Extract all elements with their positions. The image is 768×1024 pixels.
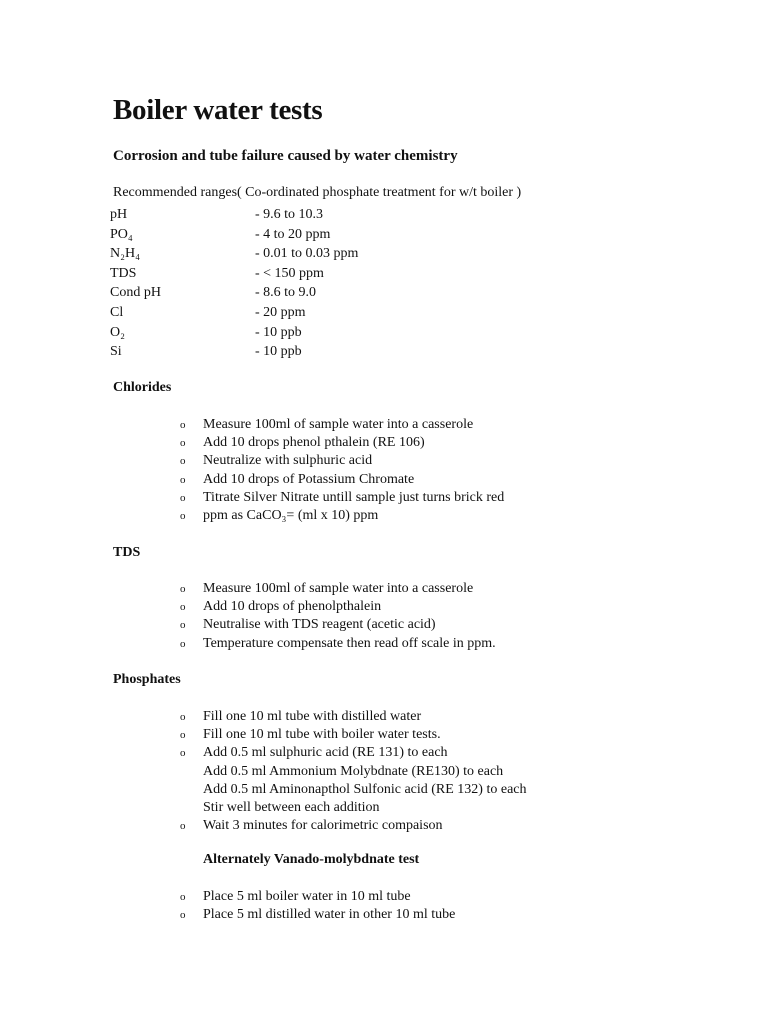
list-item-text: Place 5 ml distilled water in other 10 ml tube <box>203 907 456 923</box>
bullet-icon: o <box>180 419 186 431</box>
range-row <box>110 342 530 362</box>
list-item <box>180 888 620 906</box>
range-row <box>110 244 530 264</box>
bullet-icon: o <box>180 891 186 903</box>
range-parameter: N₂H₄ <box>110 246 140 262</box>
bullet-icon: o <box>180 909 186 922</box>
range-row <box>110 303 530 323</box>
list-item <box>180 598 620 616</box>
bullet-icon: o <box>180 729 186 742</box>
range-parameter: PO₄ <box>110 226 133 242</box>
bullet-icon: o <box>180 455 186 468</box>
range-value: - 4 to 20 ppm <box>255 226 331 242</box>
list-item-text: Neutralize with sulphuric acid <box>203 453 373 469</box>
list-item <box>180 580 620 598</box>
section-subtitle: Corrosion and tube failure caused by water chemistry <box>113 148 458 164</box>
phosphates-list <box>180 708 620 835</box>
range-value: - 10 ppb <box>255 344 302 360</box>
list-item <box>180 817 620 835</box>
range-row <box>110 225 530 245</box>
range-value: - 0.01 to 0.03 ppm <box>255 246 359 262</box>
list-item <box>180 434 620 452</box>
range-parameter: TDS <box>110 265 137 281</box>
tds-list <box>180 580 620 653</box>
list-item-text: ppm as CaCO₃= (ml x 10) ppm <box>203 508 379 524</box>
list-item <box>180 471 620 489</box>
list-item <box>180 416 620 434</box>
alternate-test-list <box>180 888 620 924</box>
list-item <box>180 726 620 744</box>
list-item <box>180 452 620 470</box>
chlorides-list <box>180 416 620 525</box>
list-item-continuation: Add 0.5 ml Ammonium Molybdnate (RE130) to each <box>203 763 504 779</box>
bullet-icon: o <box>180 491 186 504</box>
list-item-text: Titrate Silver Nitrate untill sample just turns brick red <box>203 489 505 505</box>
bullet-icon: o <box>180 820 186 833</box>
range-parameter: pH <box>110 207 128 222</box>
range-value: - 10 ppb <box>255 324 302 340</box>
list-item <box>180 744 620 817</box>
page-title: Boiler water tests <box>113 94 323 126</box>
alternate-test-heading: Alternately Vanado-molybdnate test <box>203 852 420 867</box>
range-row <box>110 323 530 343</box>
range-parameter: O₂ <box>110 324 125 340</box>
bullet-icon: o <box>180 583 186 595</box>
list-item-continuation: Add 0.5 ml Aminonapthol Sulfonic acid (RE 132) to each <box>203 781 527 797</box>
range-parameter: Cl <box>110 304 124 320</box>
bullet-icon: o <box>180 619 186 632</box>
list-item <box>180 708 620 726</box>
list-item-text: Temperature compensate then read off scale in ppm. <box>203 635 496 651</box>
chlorides-heading: Chlorides <box>113 380 172 395</box>
range-value: - < 150 ppm <box>255 265 324 281</box>
bullet-icon: o <box>180 473 186 486</box>
range-value: - 20 ppm <box>255 304 306 320</box>
recommended-ranges-table <box>110 205 530 362</box>
list-item-text: Fill one 10 ml tube with boiler water tests. <box>203 727 441 743</box>
list-item <box>180 507 620 525</box>
tds-heading: TDS <box>113 545 141 560</box>
list-item-text: Neutralise with TDS reagent (acetic acid) <box>203 617 436 633</box>
ranges-intro: Recommended ranges( Co-ordinated phosphate treatment for w/t boiler ) <box>113 185 522 200</box>
bullet-icon: o <box>180 747 186 760</box>
bullet-icon: o <box>180 601 186 614</box>
range-row <box>110 283 530 303</box>
list-item <box>180 635 620 653</box>
bullet-icon: o <box>180 711 186 723</box>
list-item <box>180 906 620 924</box>
range-parameter: Si <box>110 344 122 360</box>
list-item-text: Add 10 drops phenol pthalein (RE 106) <box>203 435 425 451</box>
list-item-continuation: Stir well between each addition <box>203 800 380 816</box>
list-item-text: Measure 100ml of sample water into a casserole <box>203 581 474 596</box>
list-item <box>180 616 620 634</box>
list-item-text: Add 10 drops of Potassium Chromate <box>203 471 415 487</box>
list-item-text: Fill one 10 ml tube with distilled water <box>203 709 422 724</box>
list-item-text: Place 5 ml boiler water in 10 ml tube <box>203 889 411 904</box>
list-item-text: Wait 3 minutes for calorimetric compaison <box>203 818 443 834</box>
range-value: - 8.6 to 9.0 <box>255 285 317 301</box>
list-item-text: Add 10 drops of phenolpthalein <box>203 599 382 615</box>
range-value: - 9.6 to 10.3 <box>255 207 324 222</box>
range-row <box>110 264 530 284</box>
range-parameter: Cond pH <box>110 285 161 301</box>
list-item-text: Add 0.5 ml sulphuric acid (RE 131) to each <box>203 745 448 761</box>
list-item-text: Measure 100ml of sample water into a casserole <box>203 417 474 432</box>
bullet-icon: o <box>180 510 186 523</box>
phosphates-heading: Phosphates <box>113 672 181 687</box>
bullet-icon: o <box>180 437 186 450</box>
list-item <box>180 489 620 507</box>
bullet-icon: o <box>180 637 186 650</box>
range-row <box>110 205 530 225</box>
